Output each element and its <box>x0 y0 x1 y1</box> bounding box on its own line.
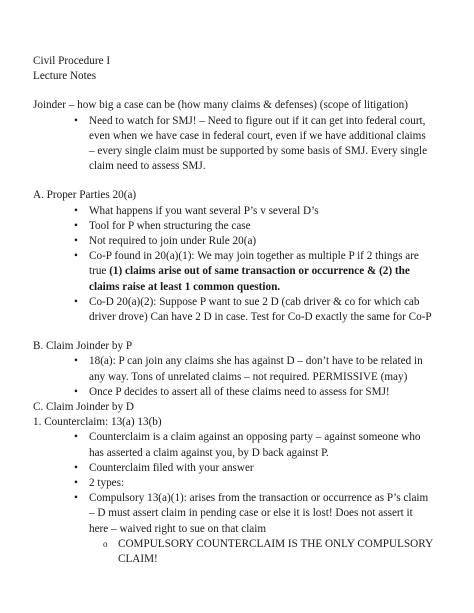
bullet-icon: • <box>74 235 78 248</box>
list-item-text: Not required to join under Rule 20(a) <box>89 235 257 248</box>
list-item <box>33 219 434 234</box>
list-item <box>33 249 434 295</box>
list-item <box>33 476 434 491</box>
list-item-text: Compulsory 13(a)(1): arises from the transaction or occurrence as P’s claim – D must assert claim in pending case or else it is lost! Does not assert it here – waived right to sue on that claim <box>89 492 429 535</box>
counterclaim-list <box>33 430 434 567</box>
list-item <box>33 430 434 460</box>
section-b-list <box>33 354 434 400</box>
cop-text: Co-P found in 20(a)(1): We may join together as multiple P if 2 things are true <box>89 250 419 278</box>
bullet-icon: • <box>74 477 78 490</box>
bullet-icon: • <box>74 114 78 127</box>
sub-list-item <box>33 537 434 567</box>
counterclaim-heading: 1. Counterclaim: 13(a) 13(b) <box>33 416 162 429</box>
list-item-text: 2 types: <box>89 477 125 490</box>
bullet-icon: • <box>74 385 78 398</box>
bullet-icon: • <box>74 355 78 368</box>
section-a-heading: A. Proper Parties 20(a) <box>33 189 137 202</box>
doc-subtitle: Lecture Notes <box>33 70 97 83</box>
list-item-text <box>89 250 419 292</box>
list-item <box>33 354 434 384</box>
sub-list-item-text: COMPULSORY COUNTERCLAIM IS THE ONLY COMPULSORY CLAIM! <box>118 537 433 566</box>
list-item-text: Counterclaim filed with your answer <box>89 461 254 474</box>
section-c-heading: C. Claim Joinder by D <box>33 401 134 414</box>
joinder-heading: Joinder – how big a case can be (how many claims & defenses) (scope of litigation) <box>33 99 408 112</box>
list-item-text: Counterclaim is a claim against an opposing party – against someone who has asserted a claim against you, by D back against P. <box>89 431 421 459</box>
bullet-icon: • <box>74 295 78 308</box>
list-item <box>33 234 434 249</box>
list-item-text: What happens if you want several P’s v several D’s <box>89 204 319 217</box>
list-item-text: Tool for P when structuring the case <box>89 219 251 232</box>
list-item <box>33 461 434 476</box>
section-a-list <box>33 204 434 326</box>
doc-title: Civil Procedure I <box>33 55 111 67</box>
list-item-text: 18(a): P can join any claims she has against D – don’t have to be related in any way. Tons of unrelated claims – not required. PERMISSIVE (may) <box>89 355 423 383</box>
list-item-text: Once P decides to assert all of these claims need to assess for SMJ! <box>89 385 390 398</box>
joinder-list <box>33 114 434 175</box>
bullet-icon: • <box>74 204 78 217</box>
bullet-icon: • <box>74 431 78 444</box>
section-b-heading: B. Claim Joinder by P <box>33 340 133 353</box>
list-item-text: Co-D 20(a)(2): Suppose P want to sue 2 D (cab driver & co for which cab driver drove) Can have 2 D in case. Test for Co-D exactly the same for Co-P <box>89 295 432 324</box>
bullet-icon: • <box>74 250 78 263</box>
list-item <box>33 295 434 325</box>
cop-bold-text: (1) claims arise out of same transaction or occurrence & (2) the claims raise at least 1 common question. <box>89 265 410 293</box>
bullet-icon: • <box>74 492 78 505</box>
list-item <box>33 114 434 175</box>
bullet-icon: • <box>74 219 78 232</box>
list-item <box>33 491 434 537</box>
list-item <box>33 385 434 400</box>
list-item-text: Need to watch for SMJ! – Need to figure out if it can get into federal court, even when we have case in federal court, even if we have additional claims – every single claim must be supported by some basis of SMJ. Every single claim need to assess SMJ. <box>89 114 428 173</box>
bullet-icon: • <box>74 461 78 474</box>
hollow-bullet-icon: o <box>103 538 108 549</box>
list-item <box>33 204 434 219</box>
